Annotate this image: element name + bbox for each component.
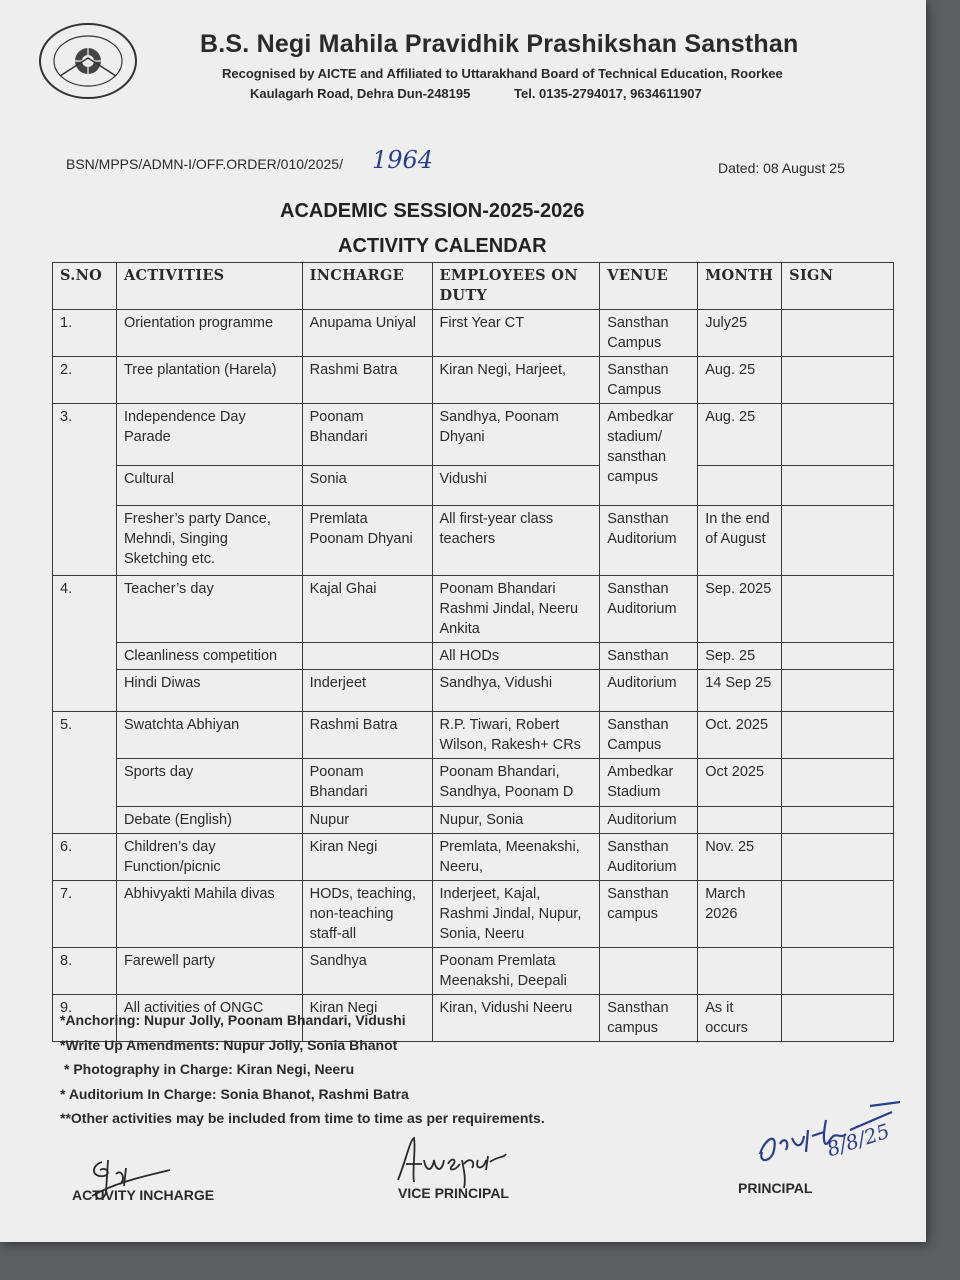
cell-incharge: HODs, teaching, non-teaching staff-all xyxy=(302,881,432,948)
cell-venue: Auditorium xyxy=(600,670,698,712)
cell-month: Sep. 2025 xyxy=(698,576,782,643)
cell-incharge: Rashmi Batra xyxy=(302,712,432,759)
cell-activity: Teacher’s day xyxy=(116,576,302,643)
cell-employees: Inderjeet, Kajal, Rashmi Jindal, Nupur, Sonia, Neeru xyxy=(432,881,600,948)
cell-sign xyxy=(782,948,894,995)
footnote-other: **Other activities may be included from time to time as per requirements. xyxy=(60,1110,545,1126)
cell-activity: Hindi Diwas xyxy=(116,670,302,712)
table-row xyxy=(53,357,894,404)
cell-employees: All first-year class teachers xyxy=(432,506,600,576)
table-row xyxy=(53,310,894,357)
session-title: ACADEMIC SESSION-2025-2026 xyxy=(280,200,585,222)
cell-month xyxy=(698,466,782,506)
cell-activity: Cleanliness competition xyxy=(116,643,302,670)
cell-employees: Sandhya, Poonam Dhyani xyxy=(432,404,600,466)
cell-activity: Farewell party xyxy=(116,948,302,995)
cell-month: Aug. 25 xyxy=(698,404,782,466)
header-venue: VENUE xyxy=(600,263,698,310)
cell-month: March 2026 xyxy=(698,881,782,948)
cell-employees: Vidushi xyxy=(432,466,600,506)
table-row xyxy=(53,466,894,506)
activity-calendar-table xyxy=(52,262,894,1042)
recognition-line: Recognised by AICTE and Affiliated to Uttarakhand Board of Technical Education, Roorkee xyxy=(222,66,783,81)
cell-month: As it occurs xyxy=(698,995,782,1042)
cell-month xyxy=(698,807,782,834)
cell-activity: Fresher’s party Dance, Mehndi, Singing Sketching etc. xyxy=(116,506,302,576)
cell-venue: Sansthan Auditorium xyxy=(600,834,698,881)
institute-seal xyxy=(38,22,138,100)
table-row xyxy=(53,759,894,807)
cell-sno: 9. xyxy=(53,995,117,1042)
cell-employees: Sandhya, Vidushi xyxy=(432,670,600,712)
cell-sign xyxy=(782,643,894,670)
cell-sign xyxy=(782,881,894,948)
cell-venue: Sansthan Campus xyxy=(600,357,698,404)
telephone-line: Tel. 0135-2794017, 9634611907 xyxy=(514,86,702,101)
cell-sign xyxy=(782,834,894,881)
cell-venue: Sansthan campus xyxy=(600,881,698,948)
cell-employees: Poonam Premlata Meenakshi, Deepali xyxy=(432,948,600,995)
cell-incharge: Kiran Negi xyxy=(302,995,432,1042)
footnote-anchoring: *Anchoring: Nupur Jolly, Poonam Bhandari, Vidushi xyxy=(60,1012,406,1028)
principal-date: 8/8/25 xyxy=(823,1118,893,1162)
footnote-photography: * Photography in Charge: Kiran Negi, Neeru xyxy=(64,1061,355,1077)
table-row xyxy=(53,576,894,643)
cell-employees: Poonam Bhandari, Sandhya, Poonam D xyxy=(432,759,600,807)
activity-incharge-label: ACTIVITY INCHARGE xyxy=(72,1187,215,1203)
cell-sign xyxy=(782,712,894,759)
cell-month xyxy=(698,948,782,995)
cell-incharge xyxy=(302,643,432,670)
cell-venue: Sansthan Auditorium xyxy=(600,506,698,576)
document-date: Dated: 08 August 25 xyxy=(718,160,845,176)
cell-incharge: Anupama Uniyal xyxy=(302,310,432,357)
cell-sign xyxy=(782,357,894,404)
cell-sign xyxy=(782,995,894,1042)
cell-employees: Kiran Negi, Harjeet, xyxy=(432,357,600,404)
cell-sign xyxy=(782,807,894,834)
cell-activity: Abhivyakti Mahila divas xyxy=(116,881,302,948)
cell-sign xyxy=(782,466,894,506)
table-row xyxy=(53,712,894,759)
cell-sno: 3. xyxy=(53,404,117,576)
vice-principal-signature xyxy=(392,1130,512,1190)
header-sno: S.NO xyxy=(53,263,117,310)
footnotes xyxy=(60,1012,545,1135)
cell-venue: Sansthan xyxy=(600,643,698,670)
cell-employees: Nupur, Sonia xyxy=(432,807,600,834)
table-row xyxy=(53,881,894,948)
cell-incharge: Rashmi Batra xyxy=(302,357,432,404)
cell-sno: 7. xyxy=(53,881,117,948)
table-row xyxy=(53,404,894,466)
cell-sign xyxy=(782,404,894,466)
cell-sno: 8. xyxy=(53,948,117,995)
cell-employees: All HODs xyxy=(432,643,600,670)
reference-number: BSN/MPPS/ADMN-I/OFF.ORDER/010/2025/ xyxy=(66,156,343,172)
cell-employees: Premlata, Meenakshi, Neeru, xyxy=(432,834,600,881)
cell-sno: 4. xyxy=(53,576,117,712)
cell-sno: 6. xyxy=(53,834,117,881)
header-sign: SIGN xyxy=(782,263,894,310)
cell-sign xyxy=(782,670,894,712)
cell-sno: 1. xyxy=(53,310,117,357)
calendar-title: ACTIVITY CALENDAR xyxy=(338,235,547,257)
cell-venue: Ambedkar Stadium xyxy=(600,759,698,807)
cell-employees: Poonam Bhandari Rashmi Jindal, Neeru Ankita xyxy=(432,576,600,643)
cell-venue xyxy=(600,948,698,995)
cell-month: Aug. 25 xyxy=(698,357,782,404)
cell-venue: Auditorium xyxy=(600,807,698,834)
cell-sign xyxy=(782,310,894,357)
cell-venue: Sansthan Campus xyxy=(600,712,698,759)
cell-incharge: Sonia xyxy=(302,466,432,506)
cell-activity: Tree plantation (Harela) xyxy=(116,357,302,404)
table-row xyxy=(53,834,894,881)
footnote-auditorium: * Auditorium In Charge: Sonia Bhanot, Rashmi Batra xyxy=(60,1085,409,1102)
header-incharge: INCHARGE xyxy=(302,263,432,310)
cell-incharge: Poonam Bhandari xyxy=(302,404,432,466)
header-employees: EMPLOYEES ON DUTY xyxy=(432,263,600,310)
cell-venue: Ambedkar stadium/ sansthan campus xyxy=(600,404,698,506)
footnote-write-up: *Write Up Amendments: Nupur Jolly, Sonia Bhanot xyxy=(60,1036,398,1053)
cell-venue: Sansthan Campus xyxy=(600,310,698,357)
cell-activity: Sports day xyxy=(116,759,302,807)
institute-name: B.S. Negi Mahila Pravidhik Prashikshan Sansthan xyxy=(200,30,799,58)
cell-activity: Children’s day Function/picnic xyxy=(116,834,302,881)
cell-month: 14 Sep 25 xyxy=(698,670,782,712)
cell-incharge: Kajal Ghai xyxy=(302,576,432,643)
table-row xyxy=(53,506,894,576)
cell-activity: Independence Day Parade xyxy=(116,404,302,466)
vice-principal-label: VICE PRINCIPAL xyxy=(398,1185,509,1201)
cell-incharge: Inderjeet xyxy=(302,670,432,712)
cell-month: July25 xyxy=(698,310,782,357)
handwritten-reference: 1964 xyxy=(372,146,434,174)
cell-incharge: Poonam Bhandari xyxy=(302,759,432,807)
cell-venue: Sansthan Auditorium xyxy=(600,576,698,643)
cell-employees: First Year CT xyxy=(432,310,600,357)
cell-activity: Cultural xyxy=(116,466,302,506)
principal-label: PRINCIPAL xyxy=(738,1180,813,1196)
header-activities: ACTIVITIES xyxy=(116,263,302,310)
cell-incharge: Nupur xyxy=(302,807,432,834)
cell-month: Sep. 25 xyxy=(698,643,782,670)
cell-sno: 5. xyxy=(53,712,117,834)
table-row xyxy=(53,670,894,712)
cell-activity: Debate (English) xyxy=(116,807,302,834)
table-row xyxy=(53,643,894,670)
cell-activity: Orientation programme xyxy=(116,310,302,357)
cell-month: Oct. 2025 xyxy=(698,712,782,759)
address-line: Kaulagarh Road, Dehra Dun-248195 xyxy=(250,86,471,101)
table-row xyxy=(53,807,894,834)
cell-sign xyxy=(782,576,894,643)
table-header-row xyxy=(53,263,894,310)
cell-venue: Sansthan campus xyxy=(600,995,698,1042)
cell-incharge: Premlata Poonam Dhyani xyxy=(302,506,432,576)
cell-incharge: Kiran Negi xyxy=(302,834,432,881)
header-month: MONTH xyxy=(698,263,782,310)
cell-activity: All activities of ONGC xyxy=(116,995,302,1042)
cell-employees: Kiran, Vidushi Neeru xyxy=(432,995,600,1042)
cell-activity: Swatchta Abhiyan xyxy=(116,712,302,759)
cell-incharge: Sandhya xyxy=(302,948,432,995)
cell-month: Nov. 25 xyxy=(698,834,782,881)
table-row xyxy=(53,948,894,995)
cell-sign xyxy=(782,759,894,807)
cell-employees: R.P. Tiwari, Robert Wilson, Rakesh+ CRs xyxy=(432,712,600,759)
cell-month: In the end of August xyxy=(698,506,782,576)
cell-month: Oct 2025 xyxy=(698,759,782,807)
cell-sign xyxy=(782,506,894,576)
cell-sno: 2. xyxy=(53,357,117,404)
